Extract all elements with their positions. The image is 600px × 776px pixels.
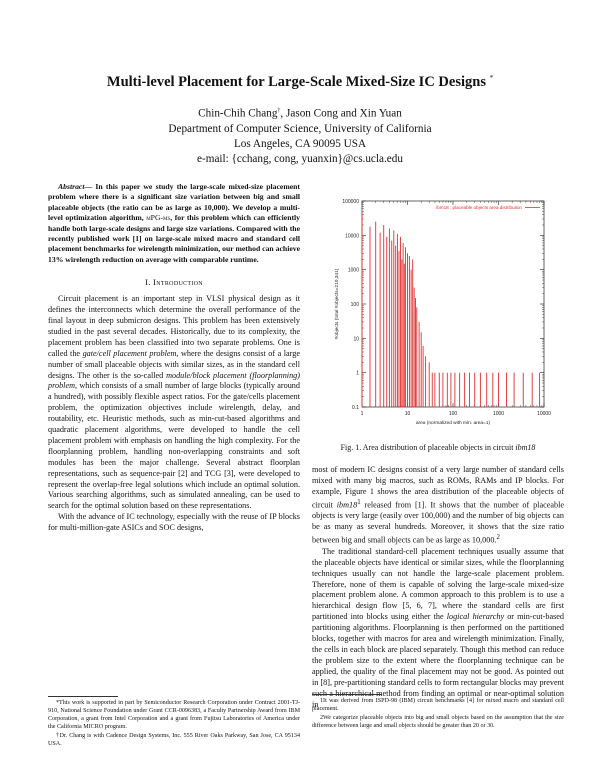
- x-axis-label: area (normalized with min. area=1): [415, 421, 491, 426]
- legend-label: ibm18 : placeable objects area distribution: [436, 205, 522, 210]
- intro-paragraph-1: Circuit placement is an important step in VLSI physical design as it defines the interconnects which determine the overall performance of the final layout in deep submicron designs. This problem has been extensively studied in the past several decades. Historically, due to its complexity, the placement problem has been classified into two separate problems. One is called the gate/cell placement problem, where the designs consist of a large number of small placeable objects with similar sizes, as in the standard cell designs. The other is the so-called module/block placement (floorplanning) problem, which consists of a small number of large blocks (typically around a hundred), with possibly flexible aspect ratios. For the gate/cells placement problem, the optimization objectives include wirelength, delay, and routability, etc. Heuristic methods, such as min-cut-based algorithms and quadratic placement algorithms, were developed to handle the cell placement problem with emphasis on handling the high complexity. For the floorplanning problem, handling non-overlapping constraints and soft modules has been the major challenge. Several abstract floorplan representations, such as sequence-pair [2] and TCG [3], were developed to represent the overlap-free legal solutions which include an optimal solution. Various searching algorithms, such as simulated annealing, can be used to search for the optimal solution based on these representations.: [48, 294, 300, 511]
- title-footnote-mark: *: [489, 74, 494, 83]
- x-tick-label: 10000: [537, 411, 551, 417]
- x-tick-label: 100: [448, 411, 458, 417]
- x-tick-label: 1000: [492, 411, 505, 417]
- author-city: Los Angeles, CA 90095 USA: [233, 137, 367, 150]
- section-heading-introduction: I. Introduction: [145, 277, 203, 288]
- footnote-rule: [312, 694, 382, 695]
- left-column: [48, 182, 300, 534]
- right-paragraph-1: most of modern IC designs consist of a very large number of standard cells mixed with many big macros, such as ROMs, RAMs and IP blocks. For example, Figure 1 shows the area distribution of the placeable objects of circuit $ibm18^1$ released from [1]. It shows that the number of placeable objects is very large (easily over 100,000) and the number of big objects can be as many as several hundreds. Moreover, it shows that the size ratio between big and small objects can be as large as 10,000.$^2$: [312, 465, 564, 545]
- footnote-categorize: 2We categorize placeable objects into big and small objects based on the assumption that the size difference between large and small objects should be greater than 20 or 30.: [312, 714, 564, 729]
- footnote-affiliation: †Dr. Chang is with Cadence Design Systems, Inc. 555 River Oaks Parkway, San Jose, CA 95134 USA.: [48, 732, 300, 747]
- footnote-rule: [48, 696, 118, 697]
- y-axis-label: #objects (total #objects=210,341): [335, 268, 340, 340]
- author-names: Chin-Chih Chang†, Jason Cong and Xin Yuan: [198, 107, 402, 120]
- author-department: Department of Computer Science, University of California: [168, 122, 432, 135]
- author-footnote-mark: †: [277, 108, 281, 114]
- right-column: [312, 465, 564, 710]
- y-tick-label: 1000: [347, 267, 359, 274]
- author-email: e-mail: {cchang, cong, yuanxin}@cs.ucla.edu: [197, 152, 403, 165]
- intro-paragraph-2: With the advance of IC technology, especially with the reuse of IP blocks for multi-million-gate ASICs and SOC designs,: [48, 512, 300, 533]
- x-tick-label: 10: [404, 411, 411, 417]
- footnotes-right: [312, 694, 564, 732]
- x-tick-label: 1: [360, 411, 364, 417]
- author-block: [40, 104, 560, 167]
- footnotes-left: [48, 696, 300, 749]
- footnote-benchmark: 1It was derived from ISPD-98 (IBM) circuit benchmarks [4] for mixed macro and standard cell placement.: [312, 698, 564, 712]
- abstract: Abstract— In this paper we study the large-scale mixed-size placement problem where there is a significant size variation between big and small placeable objects (the ratio can be as large as 10,000). We develop a multi-level optimization algorithm, mPG-ms, for this problem which can efficiently handle both large-scale designs and large size variations. Compared with the recently published work [1] on large-scale mixed macro and standard cell placement benchmarks for wirelength minimization, our method can achieve 13% wirelength reduction on average with comparable runtime.: [48, 182, 301, 264]
- y-tick-label: 10: [353, 336, 359, 343]
- y-tick-label: 1: [356, 370, 359, 377]
- figure-caption: Fig. 1. Area distribution of placeable objects in circuit ibm18: [340, 443, 536, 452]
- right-paragraph-2: The traditional standard-cell placement techniques usually assume that the placeable objects have identical or similar sizes, while the floorplanning techniques usually can not handle the large-scale placement problem. Therefore, none of them is capable of solving the large-scale mixed-size placement problem alone. A common approach to this problem is to use a hierarchical design flow [5, 6, 7], where the standard cells are first partitioned into blocks using either the logical hierarchy or min-cut-based partitioning algorithms. Floorplanning is then performed on the partitioned blocks, together with macros for area and wirelength minimization. Finally, the cells in each block are placed separately. Though this method can reduce the problem size to the extent where the floorplanning technique can be applied, the quality of the final placement may not be good. As pointed out in [8], pre-partitioning standard cells to form rectangular blocks may prevent such a hierarchical method from finding an optimal or near-optimal solution in: [312, 546, 564, 709]
- area-distribution-chart: [312, 193, 564, 437]
- y-tick-label: 100: [350, 302, 359, 308]
- y-tick-label: 100000: [342, 199, 359, 205]
- y-tick-label: 10000: [345, 233, 359, 240]
- y-tick-label: 0.1: [352, 405, 359, 411]
- footnote-funding: *This work is supported in part by Semiconductor Research Corporation under Contract 2001-TJ-910, National Science Foundation under Grant CCR-0096383, a Faculty Partnership Award from IBM Corporation, a grant from Intel Corporation and a grant from Fujitsu Laboratories of America under the California MICRO program.: [48, 700, 300, 730]
- figure-area-distribution: [312, 193, 564, 437]
- paper-title: Multi-level Placement for Large-Scale Mixed-Size IC Designs *: [106, 74, 494, 90]
